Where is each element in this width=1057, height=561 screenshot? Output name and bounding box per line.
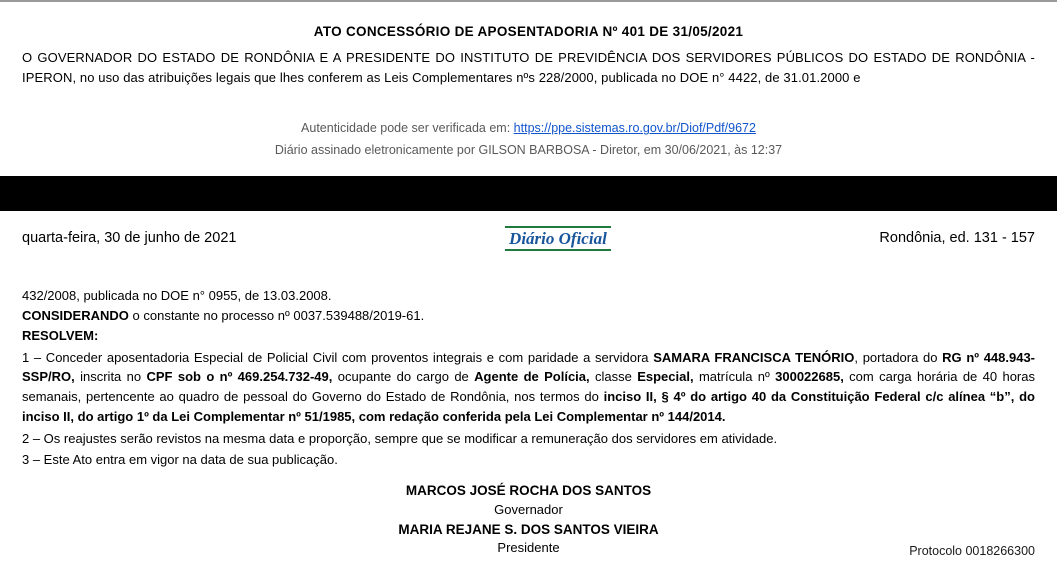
- publication-date: quarta-feira, 30 de junho de 2021: [22, 230, 237, 247]
- item1-text-part-1: 1 – Conceder aposentadoria Especial de Policial Civil com proventos integrais e com paridade a servidora: [22, 349, 654, 365]
- considerando-paragraph: [22, 306, 1035, 325]
- beneficiary-name: SAMARA FRANCISCA TENÓRIO: [653, 349, 855, 365]
- electronic-signature-line: Diário assinado eletronicamente por GILSON BARBOSA - Diretor, em 30/06/2021, às 12:37: [274, 142, 783, 157]
- rg-value: RG nº 448.943-SSP/RO,: [22, 349, 1036, 385]
- item1-text-part-5: classe: [589, 369, 638, 385]
- authenticity-link[interactable]: https://ppe.sistemas.ro.gov.br/Diof/Pdf/9672: [513, 121, 756, 136]
- item-2-paragraph: 2 – Os reajustes serão revistos na mesma data e proporção, sempre que se modificar a remuneração dos servidores em atividade.: [22, 430, 778, 446]
- considerando-label: CONSIDERANDO: [22, 308, 129, 324]
- authenticity-line: [22, 118, 1035, 139]
- signatory-name-president: MARIA REJANE S. DOS SANTOS VIEIRA: [398, 521, 659, 537]
- edition-info: Rondônia, ed. 131 - 157: [879, 230, 1035, 247]
- gazette-logo-wrap: [236, 226, 879, 251]
- considerando-text: o constante no processo nº 0037.539488/2019-61.: [128, 308, 425, 324]
- signatory-name-governor: MARCOS JOSÉ ROCHA DOS SANTOS: [405, 483, 652, 499]
- item1-text-part-2: , portadora do: [854, 349, 943, 365]
- resolvem-label: RESOLVEM:: [22, 328, 99, 344]
- protocol-number: Protocolo 0018266300: [909, 544, 1035, 559]
- continuation-line: 432/2008, publicada no DOE n° 0955, de 13.03.2008.: [22, 288, 332, 303]
- gazette-masthead: [0, 226, 1057, 266]
- legal-basis: inciso II, § 4º do artigo 40 da Constituição Federal c/c alínea “b”, do inciso II, do artigo 1º da Lei Complementar nº 51/1985, com redação conferida pela Lei Complementar nº 144/2014.: [22, 389, 1036, 424]
- cargo-value: Agente de Polícia,: [474, 369, 590, 385]
- page-separator-band: [0, 176, 1057, 211]
- document-body: [0, 286, 1057, 558]
- item1-text-part-3: inscrita no: [74, 369, 147, 385]
- item1-text-part-4: ocupante do cargo de: [332, 369, 475, 385]
- signatory-role-governor: Governador: [494, 501, 563, 517]
- item-1-paragraph: [22, 348, 1035, 427]
- act-title: ATO CONCESSÓRIO DE APOSENTADORIA Nº 401 DE 31/05/2021: [313, 24, 744, 39]
- signatory-role-president: Presidente: [497, 540, 560, 556]
- signature-block: [22, 481, 1035, 558]
- gazette-logo: Diário Oficial: [505, 226, 611, 251]
- classe-value: Especial,: [637, 369, 694, 385]
- authenticity-block: [22, 118, 1035, 161]
- item1-text-part-6: matrícula nº: [693, 369, 776, 385]
- item1-text-part-7: com carga horária de 40 horas semanais, pertencente ao quadro de pessoal do Governo do Estado de Rondônia, nos termos do: [22, 369, 1035, 405]
- matricula-value: 300022685,: [775, 369, 844, 385]
- cpf-value: CPF sob o nº 469.254.732-49,: [146, 369, 333, 385]
- previous-page-tail: [0, 2, 1057, 161]
- item-3-paragraph: 3 – Este Ato entra em vigor na data de sua publicação.: [22, 451, 338, 467]
- authenticity-prefix: Autenticidade pode ser verificada em:: [301, 121, 514, 136]
- act-body-paragraph: O GOVERNADOR DO ESTADO DE RONDÔNIA E A PRESIDENTE DO INSTITUTO DE PREVIDÊNCIA DOS SERVIDORES PÚBLICOS DO ESTADO DE RONDÔNIA - IPERON, no uso das atribuições legais que lhes conferem as Leis Complementares nºs 228/2000, publicada no DOE n° 4422, de 31.01.2000 e: [22, 50, 1035, 86]
